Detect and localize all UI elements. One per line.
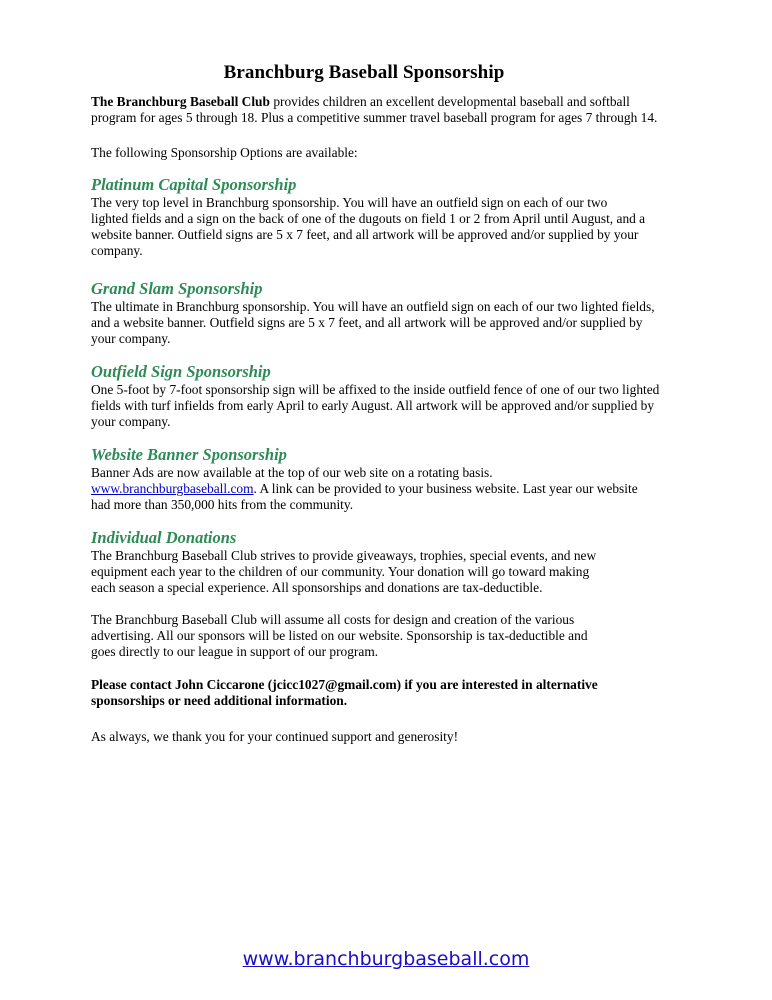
costs-paragraph <box>91 612 588 660</box>
banner-heading: Website Banner Sponsorship <box>91 445 287 464</box>
intro-line-2: program for ages 5 through 18. Plus a competitive summer travel baseball program for ages 7 through 14. <box>91 110 658 125</box>
outfield-line: fields with turf infields from early April to early August. All artwork will be approved and/or supplied by <box>91 398 655 413</box>
donations-line: The Branchburg Baseball Club strives to provide giveaways, trophies, special events, and new <box>91 548 597 563</box>
website-link[interactable]: www.branchburgbaseball.com <box>91 481 254 496</box>
options-intro: The following Sponsorship Options are available: <box>91 145 358 160</box>
outfield-line: your company. <box>91 414 171 429</box>
grand-slam-paragraph <box>91 299 655 347</box>
platinum-line: lighted fields and a sign on the back of one of the dugouts on field 1 or 2 from April until August, and a <box>91 211 646 226</box>
outfield-heading: Outfield Sign Sponsorship <box>91 362 271 381</box>
contact-line: Please contact John Ciccarone (jcicc1027@gmail.com) if you are interested in alternative <box>91 677 598 692</box>
contact-line: sponsorships or need additional information. <box>91 693 348 708</box>
platinum-heading: Platinum Capital Sponsorship <box>91 175 297 194</box>
platinum-line: website banner. Outfield signs are 5 x 7 feet, and all artwork will be approved and/or supplied by your <box>91 227 639 242</box>
donations-line: each season a special experience. All sponsorships and donations are tax-deductible. <box>91 580 543 595</box>
contact-paragraph <box>91 677 598 709</box>
banner-paragraph <box>91 465 638 513</box>
donations-line: equipment each year to the children of our community. Your donation will go toward making <box>91 564 590 579</box>
costs-line: goes directly to our league in support of our program. <box>91 644 379 659</box>
grand-slam-line: your company. <box>91 331 171 346</box>
banner-line-3: had more than 350,000 hits from the community. <box>91 497 354 512</box>
grand-slam-line: and a website banner. Outfield signs are 5 x 7 feet, and all artwork will be approved and/or supplied by <box>91 315 643 330</box>
intro-line-1: provides children an excellent developmental baseball and softball <box>269 94 630 109</box>
platinum-line: company. <box>91 243 143 258</box>
outfield-line: One 5-foot by 7-foot sponsorship sign will be affixed to the inside outfield fence of one of our two lighted <box>91 382 660 397</box>
costs-line: advertising. All our sponsors will be listed on our website. Sponsorship is tax-deductible and <box>91 628 588 643</box>
thanks-line: As always, we thank you for your continued support and generosity! <box>91 729 459 744</box>
costs-line: The Branchburg Baseball Club will assume all costs for design and creation of the various <box>91 612 575 627</box>
platinum-paragraph <box>91 195 645 259</box>
page-title: Branchburg Baseball Sponsorship <box>223 62 505 83</box>
banner-line-2: . A link can be provided to your business website. Last year our website <box>253 481 638 496</box>
outfield-paragraph <box>91 382 659 430</box>
donations-heading: Individual Donations <box>91 528 237 547</box>
club-name: The Branchburg Baseball Club <box>91 94 270 109</box>
banner-line-1: Banner Ads are now available at the top of our web site on a rotating basis. <box>91 465 493 480</box>
donations-paragraph <box>91 548 596 596</box>
footer-website-link[interactable]: www.branchburgbaseball.com <box>242 948 530 970</box>
grand-slam-heading: Grand Slam Sponsorship <box>91 279 263 298</box>
intro-paragraph <box>91 94 657 126</box>
grand-slam-line: The ultimate in Branchburg sponsorship. You will have an outfield sign on each of our two lighted fields, <box>91 299 655 314</box>
platinum-line: The very top level in Branchburg sponsorship. You will have an outfield sign on each of our two <box>91 195 608 210</box>
